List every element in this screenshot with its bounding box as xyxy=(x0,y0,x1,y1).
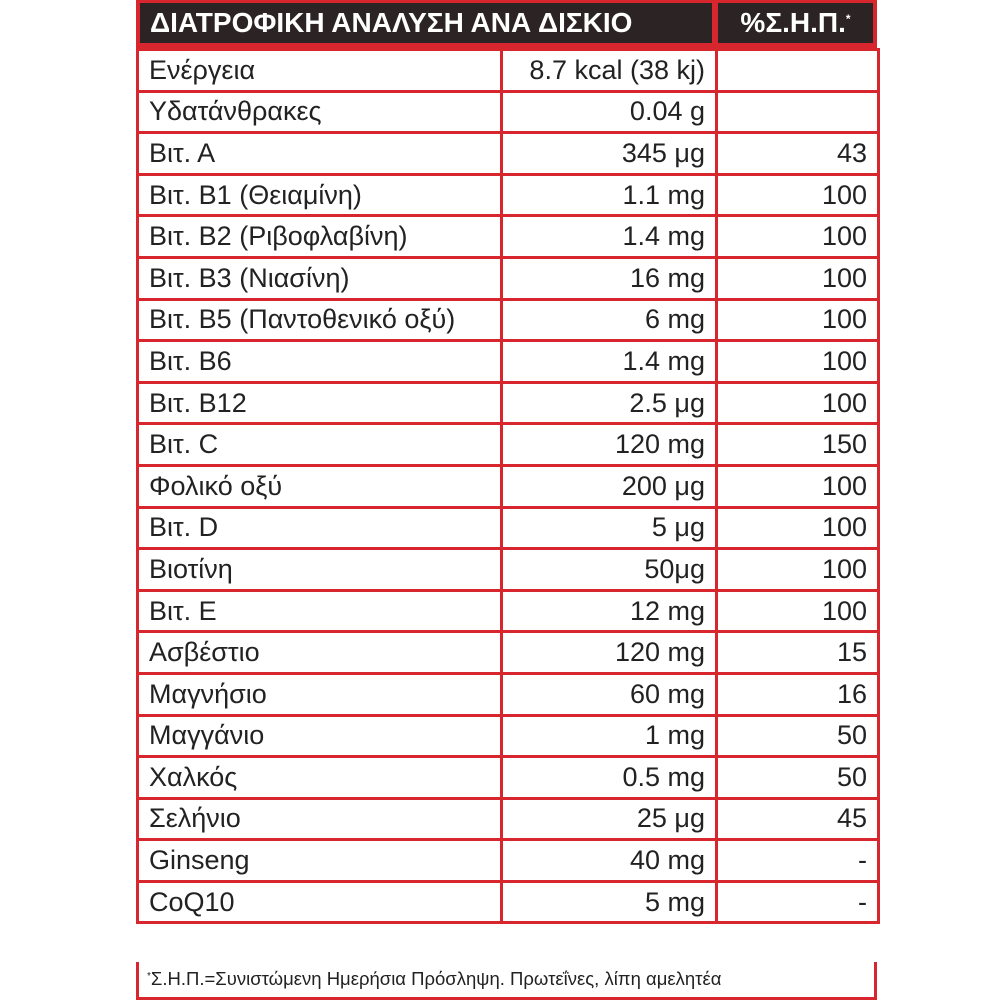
footnote-text: Σ.Η.Π.=Συνιστώμενη Ημερήσια Πρόσληψη. Πρωτεΐνες, λίπη αμελητέα xyxy=(150,968,722,989)
nutrient-amount: 345 μg xyxy=(502,133,717,175)
table-row xyxy=(138,798,879,840)
nutrient-amount: 16 mg xyxy=(502,257,717,299)
nutrient-amount: 1 mg xyxy=(502,715,717,757)
nutrient-name: Βιτ. C xyxy=(138,424,502,466)
nutrient-amount: 120 mg xyxy=(502,424,717,466)
nutrient-name: Βιτ. Β3 (Νιασίνη) xyxy=(138,257,502,299)
nutrient-amount: 40 mg xyxy=(502,840,717,882)
nutrient-name: Μαγγάνιο xyxy=(138,715,502,757)
nutrient-rda-percent: 50 xyxy=(717,757,879,799)
table-row xyxy=(138,382,879,424)
nutrient-rda-percent: 100 xyxy=(717,216,879,258)
nutrient-amount: 6 mg xyxy=(502,299,717,341)
nutrient-amount: 5 μg xyxy=(502,507,717,549)
nutrient-amount: 120 mg xyxy=(502,632,717,674)
nutrient-name: Μαγνήσιο xyxy=(138,673,502,715)
nutrient-amount: 200 μg xyxy=(502,465,717,507)
nutrient-amount: 5 mg xyxy=(502,881,717,923)
table-row xyxy=(138,91,879,133)
nutrient-name: Σελήνιο xyxy=(138,798,502,840)
nutrient-amount: 60 mg xyxy=(502,673,717,715)
nutrient-rda-percent: 15 xyxy=(717,632,879,674)
nutrient-amount: 1.4 mg xyxy=(502,341,717,383)
pct-header-marker: * xyxy=(845,12,851,26)
table-row xyxy=(138,590,879,632)
nutrient-amount: 1.4 mg xyxy=(502,216,717,258)
nutrient-name: Χαλκός xyxy=(138,757,502,799)
nutrient-rda-percent: 100 xyxy=(717,549,879,591)
nutrient-name: Βιτ. Α xyxy=(138,133,502,175)
nutrient-name: Ασβέστιο xyxy=(138,632,502,674)
table-row xyxy=(138,174,879,216)
table-row xyxy=(138,757,879,799)
nutrient-rda-percent: 100 xyxy=(717,382,879,424)
nutrient-amount: 0.04 g xyxy=(502,91,717,133)
nutrient-name: Βιτ. Β6 xyxy=(138,341,502,383)
nutrient-amount: 12 mg xyxy=(502,590,717,632)
nutrient-rda-percent: 150 xyxy=(717,424,879,466)
nutrient-name: Βιτ. Β2 (Ριβοφλαβίνη) xyxy=(138,216,502,258)
table-row xyxy=(138,299,879,341)
nutrient-rda-percent xyxy=(717,50,879,92)
nutrient-rda-percent: 100 xyxy=(717,507,879,549)
nutrient-amount: 0.5 mg xyxy=(502,757,717,799)
nutrient-rda-percent: 100 xyxy=(717,174,879,216)
nutrient-rda-percent: 100 xyxy=(717,590,879,632)
nutrient-name: Βιτ. Β1 (Θειαμίνη) xyxy=(138,174,502,216)
pct-header xyxy=(718,3,873,43)
nutrient-rda-percent: 50 xyxy=(717,715,879,757)
nutrient-rda-percent: 16 xyxy=(717,673,879,715)
table-row xyxy=(138,507,879,549)
table-row xyxy=(138,257,879,299)
nutrient-rda-percent: 100 xyxy=(717,299,879,341)
nutrient-rda-percent: 100 xyxy=(717,465,879,507)
nutrient-name: Βιτ. Β5 (Παντοθενικό οξύ) xyxy=(138,299,502,341)
nutrient-amount: 25 μg xyxy=(502,798,717,840)
table-row xyxy=(138,549,879,591)
nutrient-rda-percent: - xyxy=(717,881,879,923)
table-row xyxy=(138,715,879,757)
nutrient-name: Βιοτίνη xyxy=(138,549,502,591)
nutrient-name: Βιτ. Β12 xyxy=(138,382,502,424)
pct-header-label: %Σ.Η.Π. xyxy=(740,7,846,38)
table-row xyxy=(138,673,879,715)
nutrient-name: Φολικό οξύ xyxy=(138,465,502,507)
nutrient-amount: 2.5 μg xyxy=(502,382,717,424)
table-row xyxy=(138,632,879,674)
nutrient-rda-percent: 100 xyxy=(717,257,879,299)
nutrient-name: CoQ10 xyxy=(138,881,502,923)
table-title: ΔΙΑΤΡΟΦΙΚΗ ΑΝΑΛΥΣΗ ΑΝΑ ΔΙΣΚΙΟ xyxy=(140,3,712,43)
table-row xyxy=(138,216,879,258)
nutrient-rda-percent xyxy=(717,91,879,133)
table-row xyxy=(138,465,879,507)
nutrient-rda-percent: 100 xyxy=(717,341,879,383)
nutrient-name: Υδατάνθρακες xyxy=(138,91,502,133)
nutrient-rda-percent: - xyxy=(717,840,879,882)
table-row xyxy=(138,341,879,383)
table-row xyxy=(138,424,879,466)
table-row xyxy=(138,881,879,923)
table-row xyxy=(138,50,879,92)
table-row xyxy=(138,840,879,882)
nutrient-rda-percent: 45 xyxy=(717,798,879,840)
footnote xyxy=(136,962,877,1000)
table-row xyxy=(138,133,879,175)
footnote-marker: * xyxy=(147,971,151,982)
nutrient-name: Ginseng xyxy=(138,840,502,882)
nutrient-amount: 8.7 kcal (38 kj) xyxy=(502,50,717,92)
nutrient-rda-percent: 43 xyxy=(717,133,879,175)
nutrient-amount: 50μg xyxy=(502,549,717,591)
nutrient-name: Ενέργεια xyxy=(138,50,502,92)
nutrient-name: Βιτ. Ε xyxy=(138,590,502,632)
nutrient-name: Βιτ. D xyxy=(138,507,502,549)
nutrient-amount: 1.1 mg xyxy=(502,174,717,216)
nutrition-table xyxy=(136,48,880,924)
